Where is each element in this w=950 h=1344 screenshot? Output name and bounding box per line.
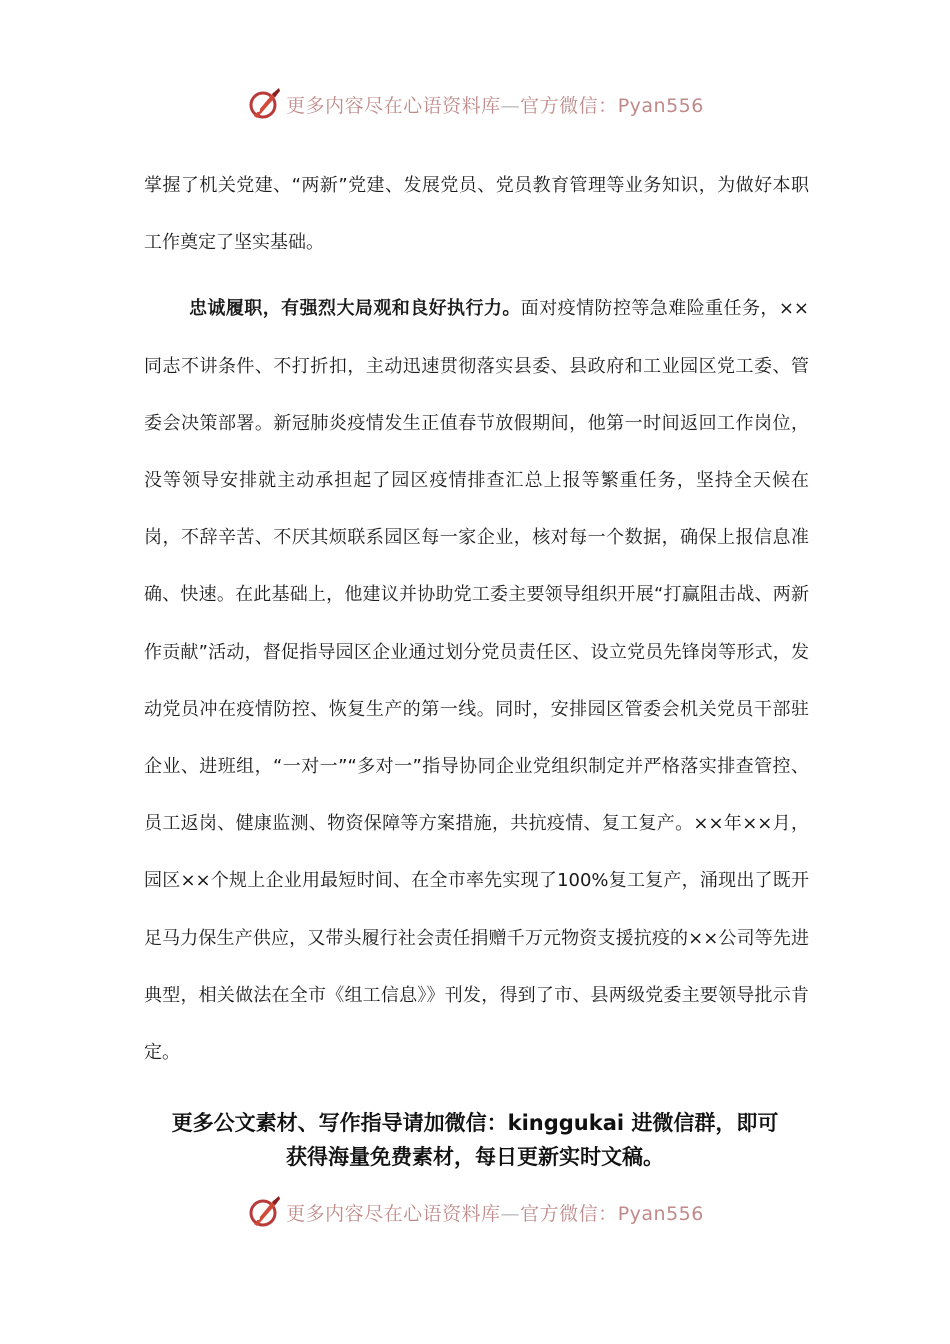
promo-block (120, 1106, 830, 1174)
paragraph-2 (144, 280, 809, 1081)
pen-logo-icon (246, 1194, 282, 1230)
promo-line-1: 更多公文素材、写作指导请加微信：kinggukai 进微信群，即可 (171, 1111, 779, 1135)
document-body (144, 157, 809, 1081)
paragraph-2-heading: 忠诚履职，有强烈大局观和良好执行力。 (189, 298, 521, 320)
paragraph-2-text: 面对疫情防控等急难险重任务，××同志不讲条件、不打折扣，主动迅速贯彻落实县委、县政府和工业园区党工委、管委会决策部署。新冠肺炎疫情发生正值春节放假期间，他第一时间返回工作岗位，没等领导安排就主动承担起了园区疫情排查汇总上报等繁重任务，坚持全天候在岗，不辞辛苦、不厌其烦联系园区每一家企业，核对每一个数据，确保上报信息准确、快速。在此基础上，他建议并协助党工委主要领导组织开展“打赢阻击战、两新作贡献”活动，督促指导园区企业通过划分党员责任区、设立党员先锋岗等形式，发动党员冲在疫情防控、恢复生产的第一线。同时，安排园区管委会机关党员干部驻企业、进班组，“一对一”“多对一”指导协同企业党组织制定并严格落实排查管控、员工返岗、健康监测、物资保障等方案措施，共抗疫情、复工复产。××年××月，园区××个规上企业用最短时间、在全市率先实现了100%复工复产，涌现出了既开足马力保生产供应，又带头履行社会责任捐赠千万元物资支援抗疫的××公司等先进典型，相关做法在全市《组工信息》》刊发，得到了市、县两级党委主要领导批示肯定。 (144, 298, 809, 1064)
paragraph-1: 掌握了机关党建、“两新”党建、发展党员、党员教育管理等业务知识，为做好本职工作奠定了坚实基础。 (144, 175, 809, 254)
watermark-text: 更多内容尽在心语资料库—官方微信：Pyan556 (286, 1202, 704, 1225)
header-watermark (0, 84, 950, 124)
wechat-id: Pyan556 (617, 1202, 704, 1225)
footer-watermark (0, 1192, 950, 1232)
pen-logo-icon (246, 86, 282, 122)
wechat-id: Pyan556 (617, 94, 704, 117)
promo-line-2: 获得海量免费素材，每日更新实时文稿。 (286, 1145, 664, 1169)
watermark-text: 更多内容尽在心语资料库—官方微信：Pyan556 (286, 94, 704, 117)
